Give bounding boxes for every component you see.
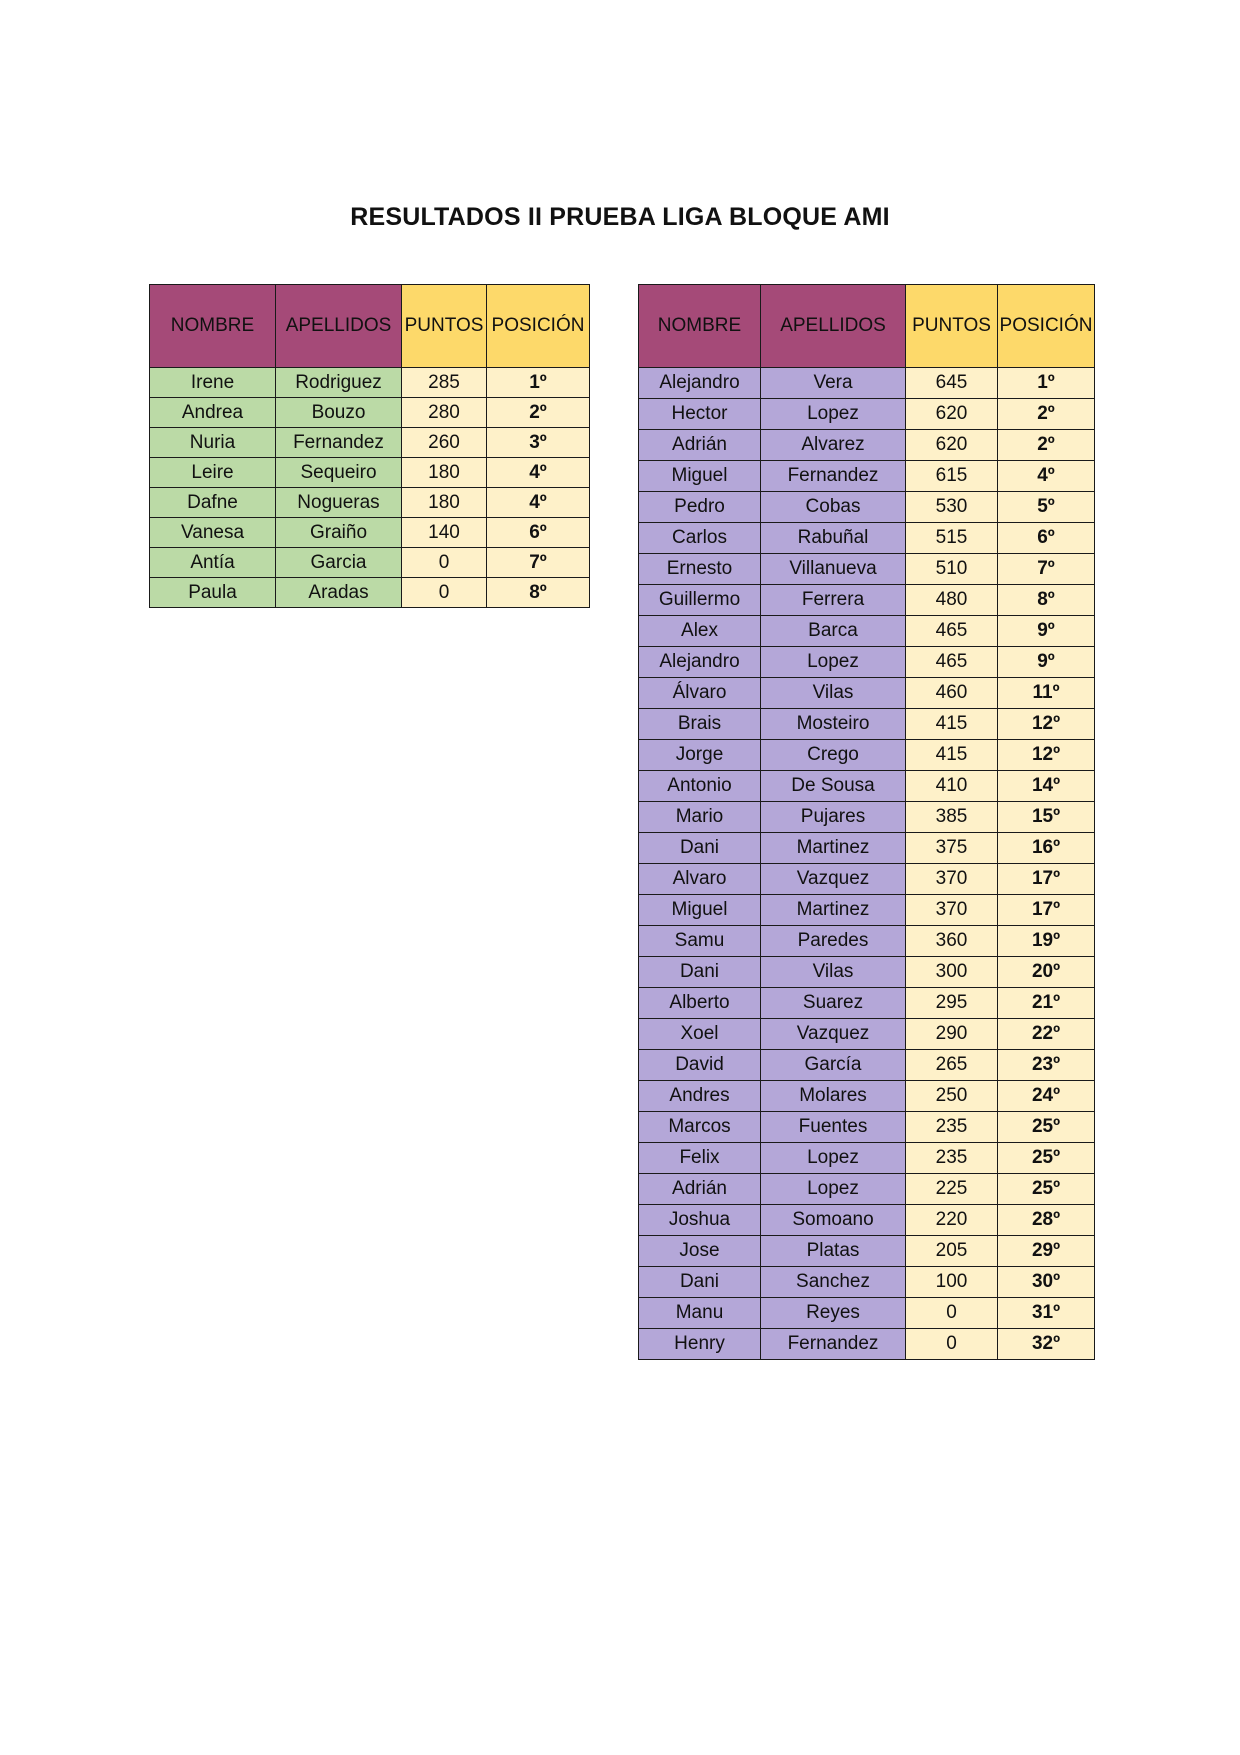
- table-row: [639, 368, 1095, 399]
- cell-puntos: 415: [906, 740, 998, 771]
- cell-puntos: 0: [906, 1298, 998, 1329]
- header-nombre: NOMBRE: [639, 285, 761, 368]
- cell-posicion: 4º: [487, 488, 590, 518]
- cell-nombre: Miguel: [639, 895, 761, 926]
- cell-puntos: 465: [906, 616, 998, 647]
- cell-puntos: 480: [906, 585, 998, 616]
- cell-puntos: 100: [906, 1267, 998, 1298]
- table-row: [639, 1019, 1095, 1050]
- cell-puntos: 410: [906, 771, 998, 802]
- cell-nombre: Hector: [639, 399, 761, 430]
- cell-posicion: 4º: [998, 461, 1095, 492]
- table-row: [639, 678, 1095, 709]
- table-row: [639, 864, 1095, 895]
- cell-puntos: 235: [906, 1143, 998, 1174]
- cell-nombre: Alejandro: [639, 647, 761, 678]
- table-row: [639, 1236, 1095, 1267]
- table-row: [639, 523, 1095, 554]
- cell-posicion: 12º: [998, 740, 1095, 771]
- table-row: [150, 578, 590, 608]
- cell-apellidos: Mosteiro: [761, 709, 906, 740]
- cell-posicion: 11º: [998, 678, 1095, 709]
- cell-apellidos: Paredes: [761, 926, 906, 957]
- table-row: [639, 585, 1095, 616]
- cell-puntos: 285: [402, 368, 487, 398]
- cell-nombre: Leire: [150, 458, 276, 488]
- cell-posicion: 2º: [487, 398, 590, 428]
- cell-posicion: 28º: [998, 1205, 1095, 1236]
- cell-apellidos: Villanueva: [761, 554, 906, 585]
- cell-posicion: 30º: [998, 1267, 1095, 1298]
- cell-apellidos: Crego: [761, 740, 906, 771]
- cell-nombre: Andres: [639, 1081, 761, 1112]
- page-title: RESULTADOS II PRUEBA LIGA BLOQUE AMI: [350, 203, 890, 231]
- table-row: [150, 518, 590, 548]
- cell-apellidos: Lopez: [761, 647, 906, 678]
- table-row: [639, 1143, 1095, 1174]
- table-row: [639, 957, 1095, 988]
- cell-posicion: 25º: [998, 1143, 1095, 1174]
- cell-nombre: Guillermo: [639, 585, 761, 616]
- cell-nombre: Marcos: [639, 1112, 761, 1143]
- cell-posicion: 24º: [998, 1081, 1095, 1112]
- cell-apellidos: Pujares: [761, 802, 906, 833]
- table-row: [639, 988, 1095, 1019]
- cell-apellidos: Aradas: [276, 578, 402, 608]
- cell-apellidos: Sequeiro: [276, 458, 402, 488]
- cell-apellidos: Fernandez: [276, 428, 402, 458]
- cell-puntos: 0: [402, 548, 487, 578]
- cell-puntos: 225: [906, 1174, 998, 1205]
- cell-apellidos: Fuentes: [761, 1112, 906, 1143]
- cell-puntos: 620: [906, 430, 998, 461]
- header-apellidos: APELLIDOS: [761, 285, 906, 368]
- cell-puntos: 510: [906, 554, 998, 585]
- cell-nombre: Álvaro: [639, 678, 761, 709]
- cell-posicion: 4º: [487, 458, 590, 488]
- cell-posicion: 8º: [998, 585, 1095, 616]
- cell-nombre: Alejandro: [639, 368, 761, 399]
- table-row: [150, 548, 590, 578]
- cell-nombre: Manu: [639, 1298, 761, 1329]
- cell-apellidos: Rodriguez: [276, 368, 402, 398]
- cell-apellidos: Suarez: [761, 988, 906, 1019]
- cell-apellidos: Lopez: [761, 1174, 906, 1205]
- cell-nombre: Dafne: [150, 488, 276, 518]
- table-row: [639, 616, 1095, 647]
- cell-nombre: Mario: [639, 802, 761, 833]
- table-row: [639, 926, 1095, 957]
- header-puntos: PUNTOS: [906, 285, 998, 368]
- cell-apellidos: Molares: [761, 1081, 906, 1112]
- table-row: [150, 428, 590, 458]
- cell-nombre: Pedro: [639, 492, 761, 523]
- cell-apellidos: Barca: [761, 616, 906, 647]
- table-row: [639, 802, 1095, 833]
- cell-puntos: 265: [906, 1050, 998, 1081]
- cell-puntos: 0: [906, 1329, 998, 1360]
- table-row: [639, 1050, 1095, 1081]
- cell-puntos: 360: [906, 926, 998, 957]
- cell-nombre: Dani: [639, 957, 761, 988]
- cell-puntos: 205: [906, 1236, 998, 1267]
- cell-apellidos: Cobas: [761, 492, 906, 523]
- table-row: [639, 895, 1095, 926]
- cell-posicion: 14º: [998, 771, 1095, 802]
- cell-posicion: 31º: [998, 1298, 1095, 1329]
- cell-puntos: 0: [402, 578, 487, 608]
- cell-nombre: Ernesto: [639, 554, 761, 585]
- cell-puntos: 615: [906, 461, 998, 492]
- cell-posicion: 1º: [487, 368, 590, 398]
- cell-nombre: Dani: [639, 833, 761, 864]
- cell-posicion: 22º: [998, 1019, 1095, 1050]
- cell-posicion: 2º: [998, 430, 1095, 461]
- cell-nombre: Dani: [639, 1267, 761, 1298]
- cell-nombre: Jorge: [639, 740, 761, 771]
- cell-puntos: 385: [906, 802, 998, 833]
- cell-apellidos: Martinez: [761, 833, 906, 864]
- cell-apellidos: Nogueras: [276, 488, 402, 518]
- cell-nombre: Jose: [639, 1236, 761, 1267]
- cell-nombre: Alvaro: [639, 864, 761, 895]
- cell-nombre: Paula: [150, 578, 276, 608]
- cell-nombre: Adrián: [639, 430, 761, 461]
- table-row: [150, 368, 590, 398]
- table-row: [639, 709, 1095, 740]
- cell-apellidos: Rabuñal: [761, 523, 906, 554]
- cell-puntos: 415: [906, 709, 998, 740]
- cell-puntos: 515: [906, 523, 998, 554]
- cell-posicion: 16º: [998, 833, 1095, 864]
- cell-apellidos: Vera: [761, 368, 906, 399]
- cell-nombre: Alex: [639, 616, 761, 647]
- cell-apellidos: Lopez: [761, 1143, 906, 1174]
- cell-posicion: 5º: [998, 492, 1095, 523]
- table-row: [639, 1112, 1095, 1143]
- table-row: [150, 458, 590, 488]
- cell-posicion: 9º: [998, 647, 1095, 678]
- cell-posicion: 9º: [998, 616, 1095, 647]
- cell-puntos: 180: [402, 458, 487, 488]
- cell-apellidos: Ferrera: [761, 585, 906, 616]
- cell-puntos: 250: [906, 1081, 998, 1112]
- cell-nombre: Carlos: [639, 523, 761, 554]
- cell-posicion: 12º: [998, 709, 1095, 740]
- cell-posicion: 32º: [998, 1329, 1095, 1360]
- table-body-right: [639, 368, 1095, 1360]
- table-row: [639, 647, 1095, 678]
- cell-posicion: 3º: [487, 428, 590, 458]
- cell-puntos: 140: [402, 518, 487, 548]
- table-row: [639, 1267, 1095, 1298]
- cell-apellidos: Bouzo: [276, 398, 402, 428]
- results-table-right: [638, 284, 1095, 1360]
- cell-nombre: Irene: [150, 368, 276, 398]
- cell-puntos: 220: [906, 1205, 998, 1236]
- cell-nombre: Antía: [150, 548, 276, 578]
- cell-puntos: 465: [906, 647, 998, 678]
- cell-nombre: Andrea: [150, 398, 276, 428]
- table-row: [639, 1081, 1095, 1112]
- cell-posicion: 20º: [998, 957, 1095, 988]
- cell-nombre: Joshua: [639, 1205, 761, 1236]
- cell-apellidos: Graiño: [276, 518, 402, 548]
- cell-posicion: 23º: [998, 1050, 1095, 1081]
- cell-posicion: 2º: [998, 399, 1095, 430]
- cell-nombre: Alberto: [639, 988, 761, 1019]
- cell-puntos: 370: [906, 895, 998, 926]
- cell-posicion: 8º: [487, 578, 590, 608]
- cell-puntos: 530: [906, 492, 998, 523]
- table-row: [639, 1174, 1095, 1205]
- table-row: [639, 554, 1095, 585]
- header-nombre: NOMBRE: [150, 285, 276, 368]
- cell-nombre: Felix: [639, 1143, 761, 1174]
- cell-apellidos: Somoano: [761, 1205, 906, 1236]
- cell-puntos: 370: [906, 864, 998, 895]
- table-row: [150, 488, 590, 518]
- cell-posicion: 19º: [998, 926, 1095, 957]
- cell-puntos: 460: [906, 678, 998, 709]
- cell-nombre: David: [639, 1050, 761, 1081]
- cell-apellidos: García: [761, 1050, 906, 1081]
- cell-nombre: Xoel: [639, 1019, 761, 1050]
- cell-puntos: 300: [906, 957, 998, 988]
- cell-puntos: 260: [402, 428, 487, 458]
- cell-posicion: 6º: [487, 518, 590, 548]
- table-row: [639, 1329, 1095, 1360]
- cell-apellidos: Reyes: [761, 1298, 906, 1329]
- cell-posicion: 21º: [998, 988, 1095, 1019]
- cell-posicion: 25º: [998, 1112, 1095, 1143]
- table-row: [639, 492, 1095, 523]
- header-row: [639, 285, 1095, 368]
- cell-apellidos: Garcia: [276, 548, 402, 578]
- header-row: [150, 285, 590, 368]
- cell-nombre: Adrián: [639, 1174, 761, 1205]
- table-row: [639, 399, 1095, 430]
- cell-apellidos: Fernandez: [761, 461, 906, 492]
- cell-nombre: Nuria: [150, 428, 276, 458]
- header-posicion: POSICIÓN: [487, 285, 590, 368]
- cell-apellidos: Sanchez: [761, 1267, 906, 1298]
- cell-puntos: 290: [906, 1019, 998, 1050]
- cell-apellidos: Vilas: [761, 678, 906, 709]
- results-table-left: [149, 284, 590, 608]
- cell-posicion: 7º: [487, 548, 590, 578]
- header-puntos: PUNTOS: [402, 285, 487, 368]
- cell-apellidos: Lopez: [761, 399, 906, 430]
- cell-apellidos: De Sousa: [761, 771, 906, 802]
- cell-nombre: Miguel: [639, 461, 761, 492]
- cell-puntos: 280: [402, 398, 487, 428]
- cell-puntos: 235: [906, 1112, 998, 1143]
- table-body-left: [150, 368, 590, 608]
- cell-nombre: Vanesa: [150, 518, 276, 548]
- table-row: [639, 771, 1095, 802]
- cell-posicion: 29º: [998, 1236, 1095, 1267]
- table-row: [150, 398, 590, 428]
- cell-nombre: Brais: [639, 709, 761, 740]
- cell-posicion: 17º: [998, 864, 1095, 895]
- cell-puntos: 375: [906, 833, 998, 864]
- cell-apellidos: Platas: [761, 1236, 906, 1267]
- cell-puntos: 620: [906, 399, 998, 430]
- cell-nombre: Antonio: [639, 771, 761, 802]
- table-row: [639, 430, 1095, 461]
- cell-posicion: 6º: [998, 523, 1095, 554]
- cell-puntos: 180: [402, 488, 487, 518]
- cell-nombre: Henry: [639, 1329, 761, 1360]
- cell-apellidos: Vazquez: [761, 864, 906, 895]
- table-row: [639, 1298, 1095, 1329]
- cell-posicion: 7º: [998, 554, 1095, 585]
- cell-puntos: 645: [906, 368, 998, 399]
- cell-apellidos: Vazquez: [761, 1019, 906, 1050]
- cell-posicion: 25º: [998, 1174, 1095, 1205]
- cell-apellidos: Alvarez: [761, 430, 906, 461]
- table-row: [639, 740, 1095, 771]
- header-posicion: POSICIÓN: [998, 285, 1095, 368]
- table-row: [639, 833, 1095, 864]
- table-row: [639, 461, 1095, 492]
- cell-puntos: 295: [906, 988, 998, 1019]
- cell-nombre: Samu: [639, 926, 761, 957]
- cell-apellidos: Vilas: [761, 957, 906, 988]
- table-row: [639, 1205, 1095, 1236]
- cell-apellidos: Martinez: [761, 895, 906, 926]
- cell-posicion: 1º: [998, 368, 1095, 399]
- cell-posicion: 17º: [998, 895, 1095, 926]
- cell-posicion: 15º: [998, 802, 1095, 833]
- header-apellidos: APELLIDOS: [276, 285, 402, 368]
- cell-apellidos: Fernandez: [761, 1329, 906, 1360]
